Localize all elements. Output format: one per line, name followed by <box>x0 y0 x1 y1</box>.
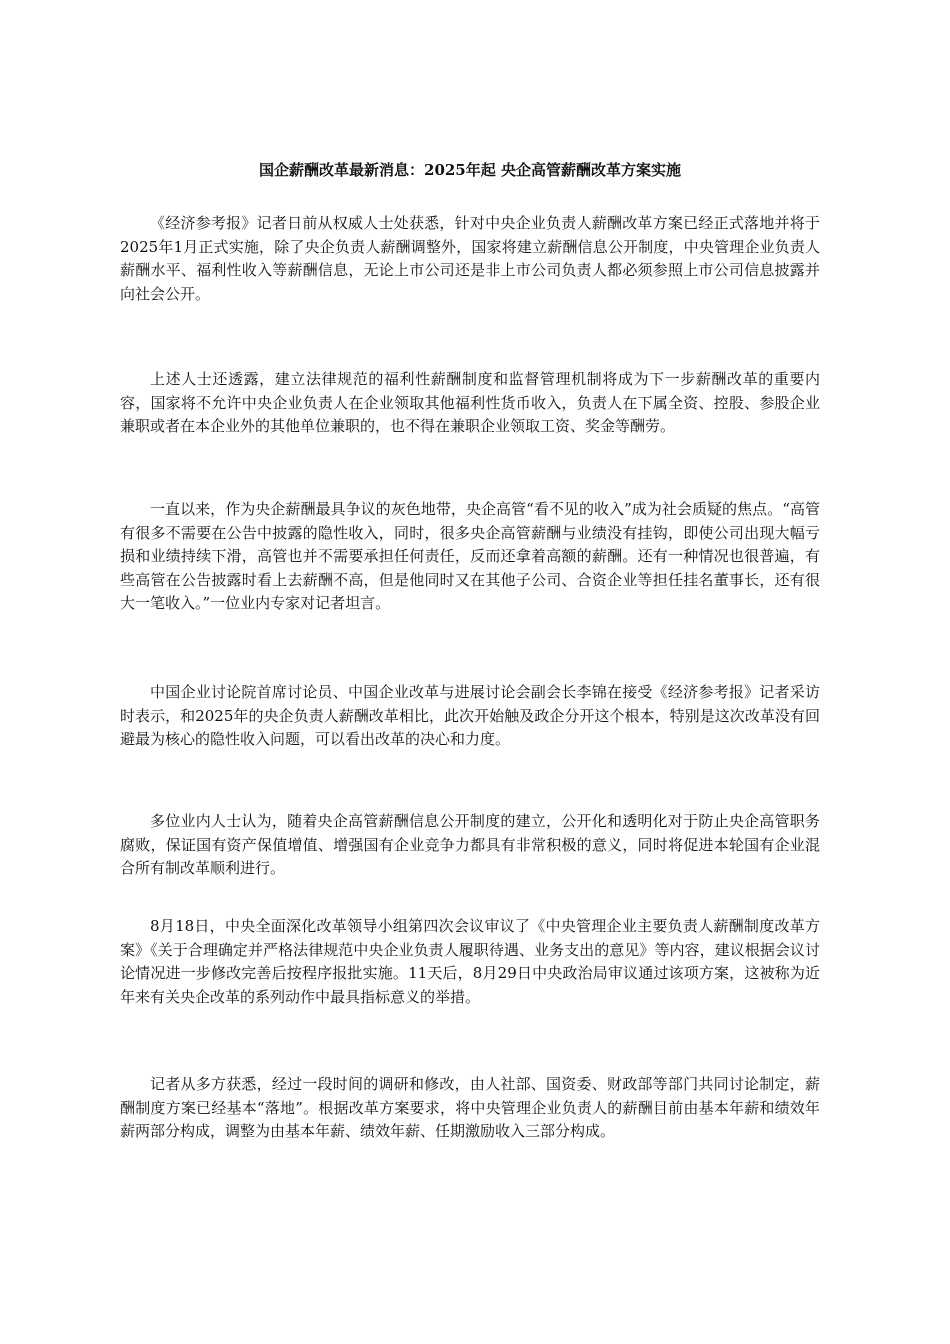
paragraph-6: 8月18日，中央全面深化改革领导小组第四次会议审议了《中央管理企业主要负责人薪酬制度改革方案》《关于合理确定并严格法律规范中央企业负责人履职待遇、业务支出的意见》等内容，建议根据会议讨论情况进一步修改完善后按程序报批实施。11天后，8月29日中央政治局审议通过该项方案，这被称为近年来有关央企改革的系列动作中最具指标意义的举措。 <box>120 917 820 1006</box>
document-title: 国企薪酬改革最新消息：2025年起 央企高管薪酬改革方案实施 <box>259 161 681 179</box>
paragraph-2: 上述人士还透露，建立法律规范的福利性薪酬制度和监督管理机制将成为下一步薪酬改革的重要内容，国家将不允许中央企业负责人在企业领取其他福利性货币收入，负责人在下属全资、控股、参股企业兼职或者在本企业外的其他单位兼职的，也不得在兼职企业领取工资、奖金等酬劳。 <box>120 370 820 435</box>
paragraph-1: 《经济参考报》记者日前从权威人士处获悉，针对中央企业负责人薪酬改革方案已经正式落地并将于2025年1月正式实施，除了央企负责人薪酬调整外，国家将建立薪酬信息公开制度，中央管理企业负责人薪酬水平、福利性收入等薪酬信息，无论上市公司还是非上市公司负责人都必须参照上市公司信息披露并向社会公开。 <box>120 214 820 303</box>
paragraph-5: 多位业内人士认为，随着央企高管薪酬信息公开制度的建立，公开化和透明化对于防止央企高管职务腐败，保证国有资产保值增值、增强国有企业竞争力都具有非常积极的意义，同时将促进本轮国有企业混合所有制改革顺利进行。 <box>120 812 820 877</box>
paragraph-7: 记者从多方获悉，经过一段时间的调研和修改，由人社部、国资委、财政部等部门共同讨论制定，薪酬制度方案已经基本“落地”。根据改革方案要求，将中央管理企业负责人的薪酬目前由基本年薪和绩效年薪两部分构成，调整为由基本年薪、绩效年薪、任期激励收入三部分构成。 <box>120 1075 820 1140</box>
paragraph-4: 中国企业讨论院首席讨论员、中国企业改革与进展讨论会副会长李锦在接受《经济参考报》记者采访时表示，和2025年的央企负责人薪酬改革相比，此次开始触及政企分开这个根本，特别是这次改革没有回避最为核心的隐性收入问题，可以看出改革的决心和力度。 <box>120 683 820 748</box>
paragraph-3: 一直以来，作为央企薪酬最具争议的灰色地带，央企高管“看不见的收入”成为社会质疑的焦点。“高管有很多不需要在公告中披露的隐性收入，同时，很多央企高管薪酬与业绩没有挂钩，即使公司出现大幅亏损和业绩持续下滑，高管也并不需要承担任何责任，反而还拿着高额的薪酬。还有一种情况也很普遍，有些高管在公告披露时看上去薪酬不高，但是他同时又在其他子公司、合资企业等担任挂名董事长，还有很大一笔收入。”一位业内专家对记者坦言。 <box>120 500 820 612</box>
